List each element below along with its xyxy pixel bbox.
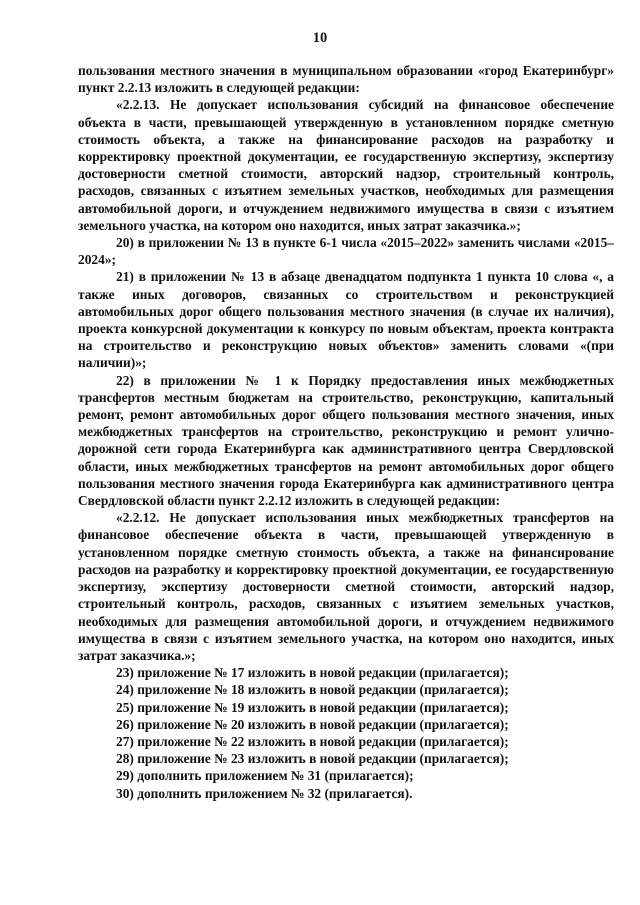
paragraph-continuation: пользования местного значения в муниципальном образовании «город Екатеринбург» пункт 2.2.13 изложить в следующей редакции:	[78, 63, 614, 96]
list-item-27: 27) приложение № 22 изложить в новой редакции (прилагается);	[116, 733, 509, 749]
list-item-23: 23) приложение № 17 изложить в новой редакции (прилагается);	[116, 665, 509, 681]
paragraph-item-20: 20) в приложении № 13 в пункте 6-1 числа «2015–2022» заменить числами «2015–2024»;	[78, 235, 614, 268]
page-number: 10	[312, 30, 328, 46]
list-item-24: 24) приложение № 18 изложить в новой редакции (прилагается);	[116, 682, 509, 698]
paragraph-item-22: 22) в приложении № 1 к Порядку предоставления иных межбюджетных трансфертов местным бюджетам на строительство, реконструкцию, капитальный ремонт, ремонт автомобильных дорог общего пользования местного значения, иных межбюджетных трансфертов на строительство, реконструкцию и ремонт улично-дорожной сети города Екатеринбурга как административного центра Свердловской области, иных межбюджетных трансфертов на ремонт автомобильных дорог общего пользования местного значения города Екатеринбурга как административного центра Свердловской области пункт 2.2.12 изложить в следующей редакции:	[78, 372, 614, 509]
list-item-26: 26) приложение № 20 изложить в новой редакции (прилагается);	[116, 716, 509, 732]
paragraph-quote-2-2-12: «2.2.12. Не допускает использования иных межбюджетных трансфертов на финансовое обеспечение объекта в части, превышающей утвержденную в установленном порядке сметную стоимость объекта, а также на финансирование расходов на разработку и корректировку проектной документации, ее государственную экспертизу, экспертизу достоверности сметной стоимости, авторский надзор, строительный контроль, расходов, связанных с изъятием земельных участков, необходимых для размещения автомобильной дороги, и отчуждением недвижимого имущества в связи с изъятием земельного участка, на котором оно находится, иных затрат заказчика.»;	[78, 510, 614, 663]
list-item-25: 25) приложение № 19 изложить в новой редакции (прилагается);	[116, 699, 509, 715]
paragraph-quote-2-2-13: «2.2.13. Не допускает использования субсидий на финансовое обеспечение объекта в части, превышающей утвержденную в установленном порядке сметную стоимость объекта, а также на финансирование расходов на разработку и корректировку проектной документации, ее государственную экспертизу, экспертизу достоверности сметной стоимости, авторский надзор, строительный контроль, расходов, связанных с изъятием земельных участков, необходимых для размещения автомобильной дороги, и отчуждением недвижимого имущества в связи с изъятием земельного участка, на котором оно находится, иных затрат заказчика.»;	[78, 97, 614, 233]
document-body	[78, 62, 614, 802]
list-item-30: 30) дополнить приложением № 32 (прилагается).	[116, 785, 413, 801]
list-item-28: 28) приложение № 23 изложить в новой редакции (прилагается);	[116, 751, 509, 767]
list-item-29: 29) дополнить приложением № 31 (прилагается);	[116, 768, 414, 784]
paragraph-item-21: 21) в приложении № 13 в абзаце двенадцатом подпункта 1 пункта 10 слова «, а также иных договоров, связанных со строительством и реконструкцией автомобильных дорог общего пользования местного значения (в случае их наличия), проекта конкурсной документации к конкурсу по новым объектам, проекта контракта на строительство и реконструкцию новых объектов» заменить словами «(при наличии)»;	[78, 269, 614, 371]
